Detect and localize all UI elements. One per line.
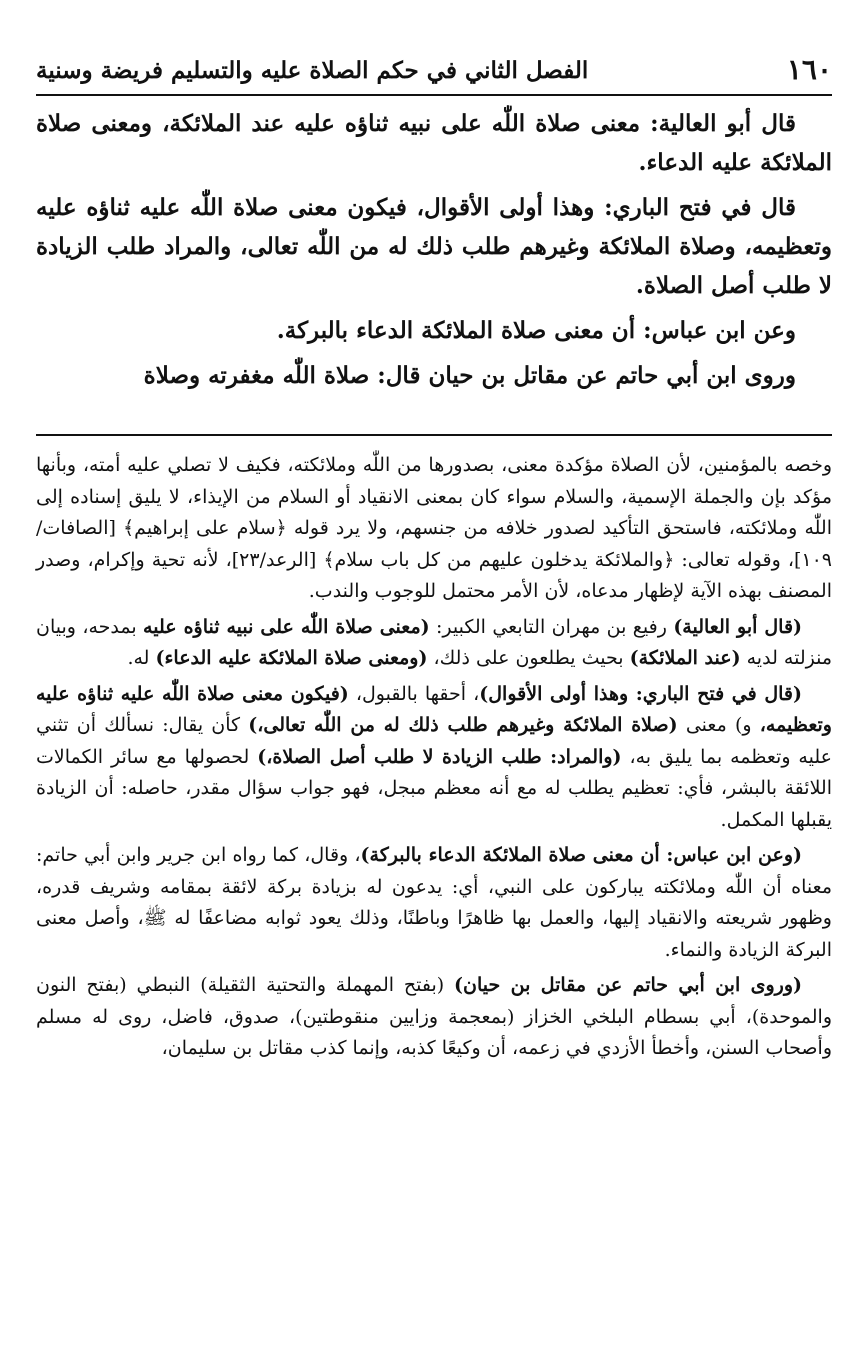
quoted-text: (قال أبو العالية)	[673, 615, 803, 638]
explanation-text: و) معنى	[677, 714, 760, 736]
explanation-text: رفيع بن مهران التابعي الكبير:	[429, 615, 674, 638]
quoted-text: (صلاة الملائكة وغيرهم طلب ذلك له من اللّٰه تعالى،)	[248, 714, 678, 736]
explanation-text: (بفتح المهملة والتحتية الثقيلة) النبطي (بفتح النون والموحدة)، أبي بسطام البلخي الخزاز (بمعجمة وزايين منقوطتين)، صدوق، فاضل، روى له مسلم وأصحاب السنن، وأخطأ الأزدي في زعمه، أن وكيعًا كذبه، وإنما كذب مقاتل بن سليمان،	[36, 974, 832, 1059]
explanation-text: له.	[127, 647, 156, 669]
chapter-title: الفصل الثاني في حكم الصلاة عليه والتسليم فريضة وسنية	[36, 57, 589, 84]
explanation-text: بمدحه، وبيان منزلته لديه	[36, 615, 832, 669]
quoted-text: (قال في فتح الباري: وهذا أولى الأقوال)	[479, 682, 803, 705]
quoted-text: (والمراد: طلب الزيادة لا طلب أصل الصلاة،)	[257, 745, 622, 768]
main-paragraph: قال في فتح الباري: وهذا أولى الأقوال، فيكون معنى صلاة اللّٰه عليه ثناؤه عليه وتعظيمه، وصلاة الملائكة وغيرهم طلب ذلك له من اللّٰه تعالى، والمراد طلب الزيادة لا طلب أصل الصلاة.	[36, 194, 832, 299]
quoted-text: (فيكون معنى صلاة اللّٰه عليه ثناؤه عليه وتعظيمه،	[36, 682, 832, 736]
main-text	[36, 104, 832, 401]
explanation-text: كأن يقال: نسألك أن تثني عليه وتعظمه بما يليق به،	[36, 714, 832, 768]
quoted-text: (وروى ابن أبي حاتم عن مقاتل بن حيان)	[454, 974, 803, 996]
commentary-text	[36, 450, 832, 1069]
explanation-text: لحصولها مع سائر الكمالات اللائقة بالبشر، فأي: تعظيم يطلب له مع أنه معظم مبجل، فهو جواب سؤال مقدر، حاصله: أن الزيادة يقبلها المكمل.	[36, 745, 832, 831]
quoted-text: (وعن ابن عباس: أن معنى صلاة الملائكة الدعاء بالبركة)	[360, 844, 802, 866]
explanation-text: بحيث يطلعون على ذلك،	[427, 647, 630, 669]
commentary-paragraph	[36, 970, 832, 1065]
quoted-text: (ومعنى صلاة الملائكة عليه الدعاء)	[155, 647, 428, 669]
page-number: ١٦٠	[786, 53, 832, 86]
explanation-text: ، أحقها بالقبول،	[348, 682, 480, 705]
explanation-text: ، وقال، كما رواه ابن جرير وابن أبي حاتم: معناه أن اللّٰه وملائكته يباركون على النبي، أي: يدعون له بزيادة بركة لائقة بمقامه وشريف قدره، وظهور شريعته والانقياد إليها، والعمل بها ظاهرًا وباطنًا، وذلك يعود ثوابه مضاعفًا له ﷺ، وأصل معنى البركة الزيادة والنماء.	[36, 844, 832, 961]
commentary-paragraph	[36, 840, 832, 966]
commentary-paragraph	[36, 612, 832, 675]
main-paragraph: وروى ابن أبي حاتم عن مقاتل بن حيان قال: صلاة اللّٰه مغفرته وصلاة	[143, 362, 796, 389]
commentary-paragraph	[36, 679, 832, 837]
main-paragraph: وعن ابن عباس: أن معنى صلاة الملائكة الدعاء بالبركة.	[276, 317, 796, 344]
quoted-text: (معنى صلاة اللّٰه على نبيه ثناؤه عليه	[143, 615, 430, 638]
commentary-paragraph: وخصه بالمؤمنين، لأن الصلاة مؤكدة معنى، بصدورها من اللّٰه وملائكته، فكيف لا تصلي عليه أمته، وبأنها مؤكد بإن والجملة الإسمية، والسلام سواء كان بمعنى الانقياد أو السلام من الإيذاء، لا يليق إسناده إلى اللّٰه وملائكته، فاستحق التأكيد لصدور خلافه من جنسهم، ولا يرد قوله ﴿سلام على إبراهيم﴾ [الصافات/ ١٠٩]، وقوله تعالى: ﴿والملائكة يدخلون عليهم من كل باب سلام﴾ [الرعد/٢٣]، لأنه تحية وإكرام، وصدر المصنف بهذه الآية لإظهار مدعاه، لأن الأمر محتمل للوجوب والندب.	[36, 454, 832, 602]
footnote-divider	[36, 434, 832, 436]
page-header	[36, 40, 832, 96]
main-paragraph: قال أبو العالية: معنى صلاة اللّٰه على نبيه ثناؤه عليه عند الملائكة، ومعنى صلاة الملائكة عليه الدعاء.	[36, 110, 832, 176]
quoted-text: (عند الملائكة)	[629, 647, 741, 669]
